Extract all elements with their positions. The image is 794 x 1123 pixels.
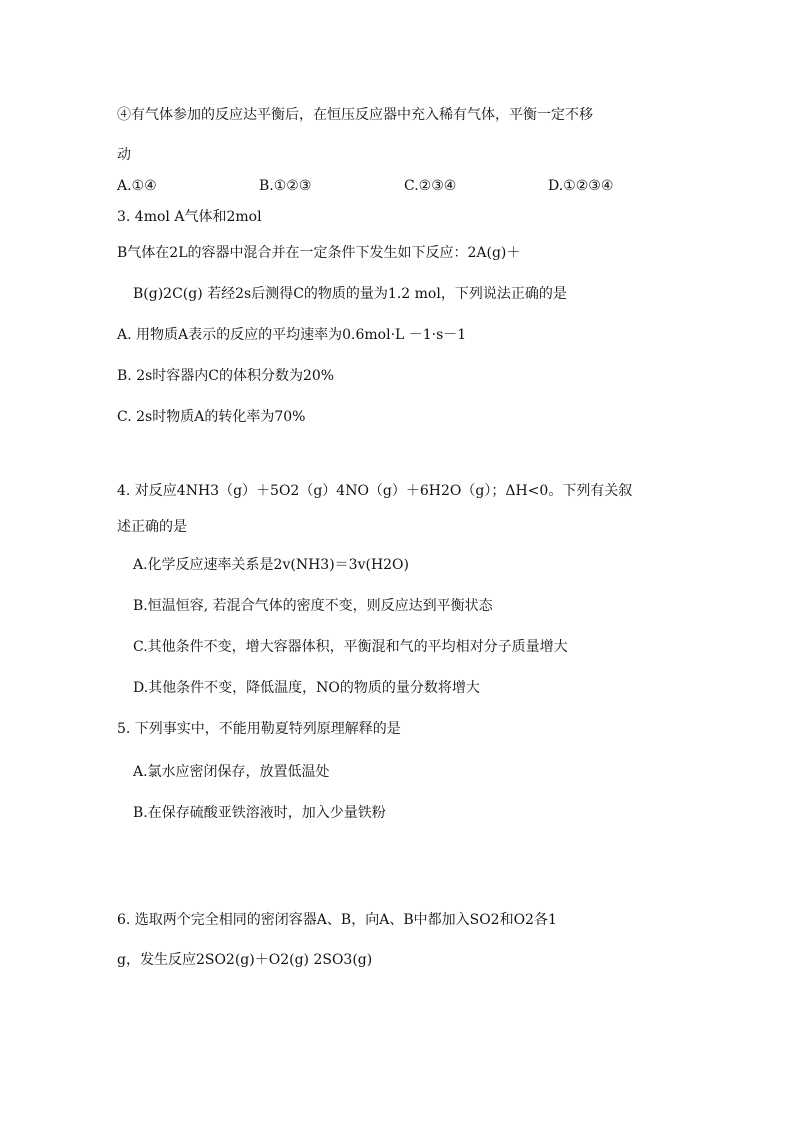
item4-line1: ④有气体参加的反应达平衡后，在恒压反应器中充入稀有气体，平衡一定不移: [117, 107, 593, 123]
q4-line2: 述正确的是: [117, 519, 187, 535]
q3-option-a: A. 用物质A表示的反应的平均速率为0.6mol·L －1·s－1: [117, 327, 467, 343]
q5-option-b: B.在保存硫酸亚铁溶液时，加入少量铁粉: [133, 805, 386, 821]
prev-option-c: C.②③④: [404, 178, 457, 194]
q6-line1: 6. 选取两个完全相同的密闭容器A、B，向A、B中都加入SO2和O2各1: [117, 912, 557, 928]
q3-line1: 3. 4mol A气体和2mol: [117, 209, 262, 225]
q5-line1: 5. 下列事实中，不能用勒夏特列原理解释的是: [117, 721, 401, 737]
prev-option-a: A.①④: [117, 178, 157, 194]
q4-line1: 4. 对反应4NH3（g）＋5O2（g）4NO（g）＋6H2O（g）；ΔH<0。下列有关叙: [117, 483, 633, 499]
q5-option-a: A.氯水应密闭保存，放置低温处: [133, 764, 330, 780]
q4-option-b: B.恒温恒容, 若混合气体的密度不变，则反应达到平衡状态: [133, 598, 493, 614]
q4-option-c: C.其他条件不变，增大容器体积，平衡混和气的平均相对分子质量增大: [133, 639, 568, 655]
q3-line3: B(g)2C(g) 若经2s后测得C的物质的量为1.2 mol，下列说法正确的是: [133, 286, 567, 302]
q3-option-c: C. 2s时物质A的转化率为70%: [117, 409, 306, 425]
prev-option-b: B.①②③: [259, 178, 312, 194]
q4-option-d: D.其他条件不变，降低温度，NO的物质的量分数将增大: [133, 680, 480, 696]
q3-option-b: B. 2s时容器内C的体积分数为20%: [117, 368, 335, 384]
q3-line2: B气体在2L的容器中混合并在一定条件下发生如下反应：2A(g)＋: [117, 245, 521, 261]
prev-option-d: D.①②③④: [548, 178, 614, 194]
q4-option-a: A.化学反应速率关系是2v(NH3)＝3v(H2O): [133, 557, 410, 573]
item4-line2: 动: [117, 147, 131, 163]
q6-line2: g，发生反应2SO2(g)＋O2(g) 2SO3(g): [117, 952, 373, 968]
